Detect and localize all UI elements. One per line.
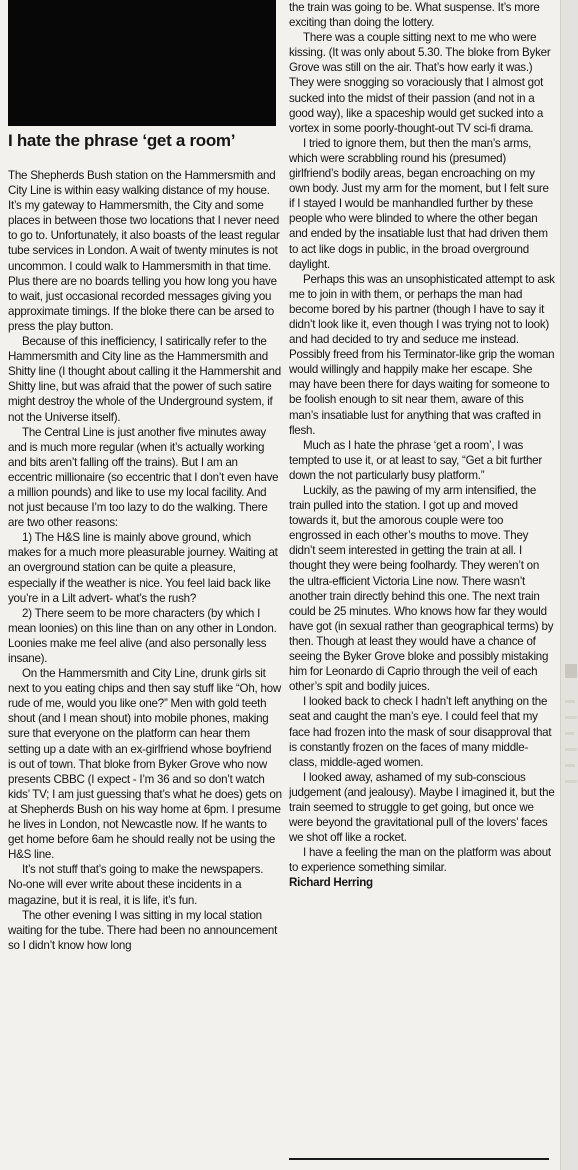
- paragraph: It’s not stuff that’s going to make the newspapers. No-one will ever write about these incidents in a magazine, but it is real, it is life, it’s fun.: [8, 863, 264, 907]
- adjacent-page-edge: [560, 0, 578, 1170]
- adjacent-text-fragment: [565, 732, 574, 735]
- adjacent-text-fragment: [565, 716, 577, 719]
- paragraph: 2) There seem to be more characters (by which I mean loonies) on this line than on any other in London. Loonies make me feel alive (and also personally less insane).: [8, 606, 277, 665]
- paragraph: 1) The H&S line is mainly above ground, which makes for a much more pleasurable journey. Waiting at an overground station can be quite a pleasure, especially if the weather is nice. You feel laid back like you’re in a Lilt advert- what’s the rush?: [8, 531, 278, 605]
- author-byline: Richard Herring: [289, 876, 373, 890]
- adjacent-text-fragment: [565, 748, 577, 751]
- paragraph: I tried to ignore them, but then the man’s arms, which were scrabbling round his (presumed) girlfriend’s bodily areas, began encroaching on my own body. Just my arm for the moment, but I felt sure if I stayed I would be manhandled further by these people who were blinded to where the other began and ended by the insatiable lust that had driven them to act like dogs in public, in the broad overground daylight.: [289, 136, 549, 271]
- paragraph: Because of this inefficiency, I satirically refer to the Hammersmith and City line as the Hammersmith and Shitty line (I thought about calling it the Hammershit and Shitty line, but was afraid that the power of such satire might destroy the whole of the Underground system, if not the Universe itself).: [8, 335, 281, 424]
- adjacent-text-fragment: [565, 700, 575, 703]
- paragraph: Luckily, as the pawing of my arm intensified, the train pulled into the station. I got up and moved towards it, but the amorous couple were too engrossed in each other’s mouths to move. They didn’t seem interested in getting the train at all. I thought they were being foolhardy. They weren’t on the ultra-efficient Victoria Line now. There wasn’t another train directly behind this one. The next train could be 25 minutes. Who knows how far they would have got (in sexual rather than geographical terms) by then. Though at least they would have a chance of seeing the Byker Grove bloke and possibly mistaking him for Leonardo di Caprio through the veil of each other’s spit and bodily juices.: [289, 484, 554, 694]
- paragraph: On the Hammersmith and City Line, drunk girls sit next to you eating chips and then say stuff like “Oh, how rude of me, would you like one?” Men with gold teeth shout (and I mean shout) into mobile phones, making sure that everyone on the platform can hear them setting up a date with an ex-girlfriend whose boyfriend is out of town. That bloke from Byker Grove who now presents CBBC (I expect - I’m 36 and so don’t watch kids’ TV; I am just guessing that’s what he does) gets on at Shepherds Bush on his way home at 6pm. I presume he lives in London, not Newcastle now. If he wants to get home before 6am he should really not be using the H&S line.: [8, 667, 282, 862]
- paragraph: the train was going to be. What suspense. It’s more exciting than doing the lottery.: [289, 1, 540, 30]
- paragraph: Perhaps this was an unsophisticated attempt to ask me to join in with them, or perhaps the man had become bored by his partner (though I have to say it didn’t look like it, even though I was trying not to look) and had decided to try and seduce me instead. Possibly freed from his Terminator-like grip the woman would willingly and happily make her escape. She may have been there for days waiting for someone to be foolish enough to sit near them, aware of this man’s insatiable lust for anything that was crafted in flesh.: [289, 272, 555, 437]
- paragraph: Much as I hate the phrase ‘get a room’, I was tempted to use it, or at least to say, “Get a bit further down the not particularly busy platform.”: [289, 438, 542, 482]
- adjacent-text-fragment: [565, 780, 577, 783]
- adjacent-text-fragment: [565, 764, 575, 767]
- paragraph: The Shepherds Bush station on the Hammersmith and City Line is within easy walking distance of my house. It’s my gateway to Hammersmith, the City and some places in between those two locations that I never need to go to. Unfortunately, it also boasts of the least regular tube services in London. A wait of twenty minutes is not uncommon. I could walk to Hammersmith in that time. Plus there are no boards telling you how long you have to wait, just occasional recorded messages giving you approximate timings. If the bloke there can be arsed to press the play button.: [8, 169, 280, 333]
- article-column-left: [8, 0, 282, 1170]
- paragraph: There was a couple sitting next to me who were kissing. (It was only about 5.30. The bloke from Byker Grove was still on the air. That’s how early it was.) They were snogging so voraciously that I almost got sucked into the midst of their passion (and not in a good way), like a spaceship would get sucked into a vortex in some poorly-thought-out TV sci-fi drama.: [289, 31, 551, 135]
- end-rule: [289, 1158, 549, 1160]
- paragraph: I have a feeling the man on the platform was about to experience something similar.: [289, 846, 551, 875]
- paragraph: I looked away, ashamed of my sub-conscious judgement (and jealousy). Maybe I imagined it, but the train seemed to struggle to get going, but once we were beyond the gravitational pull of the lovers’ faces we shot off like a rocket.: [289, 770, 555, 845]
- paragraph: The other evening I was sitting in my local station waiting for the tube. There had been no announcement so I didn’t know how long: [8, 908, 278, 952]
- adjacent-heading-fragment: [565, 664, 577, 678]
- paragraph: The Central Line is just another five minutes away and is much more regular (when it’s actually working and bits aren’t falling off the trains). But I am an eccentric millionaire (so eccentric that I don’t even have a million pounds) and like to use my local facility. And not just because I’m too lazy to do the walking. There are two other reasons:: [8, 425, 279, 530]
- article-column-right: [289, 0, 555, 1170]
- article-title: I hate the phrase ‘get a room’: [8, 131, 236, 150]
- paragraph: I looked back to check I hadn’t left anything on the seat and caught the man’s eye. I could feel that my face had frozen into the mask of sour disapproval that is constantly frozen on the faces of many middle-class, middle-aged women.: [289, 695, 552, 769]
